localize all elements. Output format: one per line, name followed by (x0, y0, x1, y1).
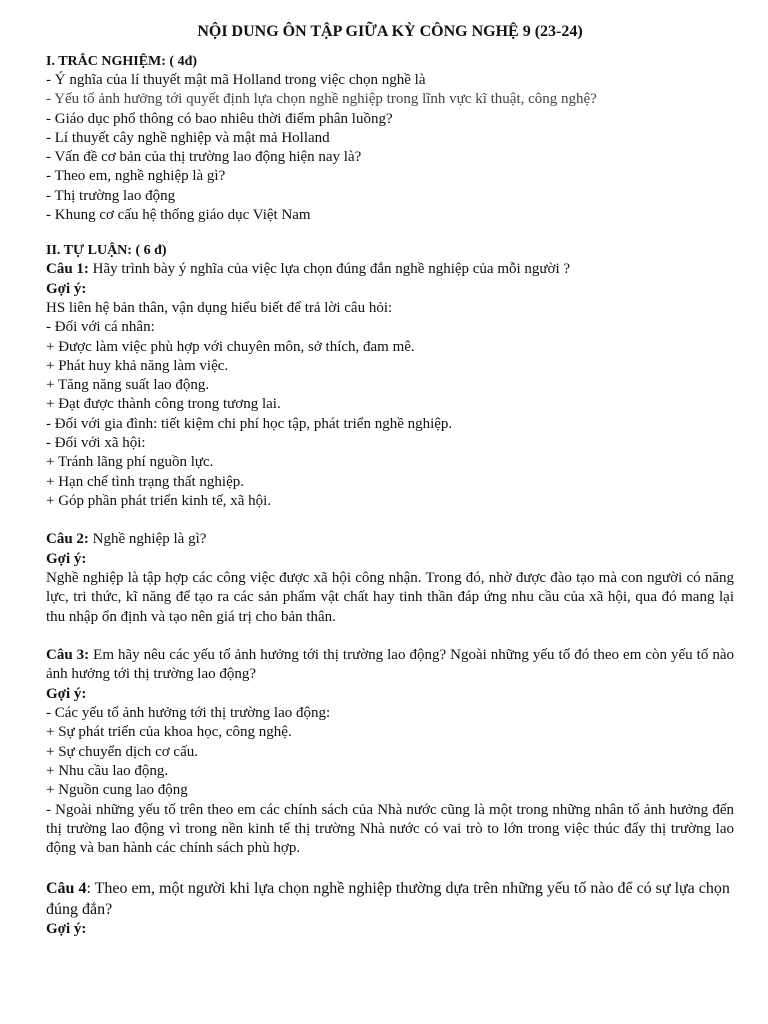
question-2-label: Câu 2: (46, 531, 89, 548)
document-title: NỘI DUNG ÔN TẬP GIỮA KỲ CÔNG NGHỆ 9 (23-24) (197, 23, 583, 40)
mc-item: - Ý nghĩa của lí thuyết mật mã Holland trong việc chọn nghề là (46, 72, 426, 88)
answer-line: HS liên hệ bản thân, vận dụng hiểu biết để trả lời câu hỏi: (46, 299, 393, 316)
answer-line: - Đối với xã hội: (46, 435, 146, 452)
answer-line: + Phát huy khả năng làm việc. (46, 357, 229, 374)
question-1-hint-label: Gợi ý: (46, 280, 87, 297)
question-1-text: Hãy trình bày ý nghĩa của việc lựa chọn đúng đắn nghề nghiệp của mỗi người ? (88, 261, 571, 278)
mc-item: - Thị trường lao động (46, 187, 176, 204)
answer-line: + Tránh lãng phí nguồn lực. (46, 454, 214, 471)
question-3-extra: - Ngoài những yếu tố trên theo em các chính sách của Nhà nước cũng là một trong những nhân tố ảnh hưởng đến thị trường lao động vì trong nền kinh tế thị trường Nhà nước có vai trò to lớn trong việc thúc đẩy thị trường lao động và ban hành các chính sách phù hợp. (46, 801, 734, 857)
mc-item: - Vấn đề cơ bản của thị trường lao động hiện nay là? (46, 149, 362, 166)
document-page (46, 22, 734, 939)
question-2 (46, 530, 734, 549)
mc-item: - Yếu tố ảnh hưởng tới quyết định lựa chọn nghề nghiệp trong lĩnh vực kĩ thuật, công nghệ? (46, 91, 597, 108)
answer-line: + Nguồn cung lao động (46, 782, 188, 799)
question-3 (46, 646, 734, 685)
mc-item: - Giáo dục phổ thông có bao nhiêu thời điểm phân luồng? (46, 110, 393, 127)
question-4-text: : Theo em, một người khi lựa chọn nghề nghiệp thường dựa trên những yếu tố nào để có sự lựa chọn đúng đắn? (46, 879, 730, 918)
question-4-label: Câu 4 (46, 879, 87, 897)
answer-line: + Góp phần phát triển kinh tế, xã hội. (46, 492, 272, 509)
question-1-label: Câu 1: (46, 261, 89, 278)
answer-line: - Đối với gia đình: tiết kiệm chi phí học tập, phát triển nghề nghiệp. (46, 415, 453, 432)
section-1-heading: I. TRẮC NGHIỆM: ( 4đ) (46, 54, 198, 69)
question-2-answer: Nghề nghiệp là tập hợp các công việc được xã hội công nhận. Trong đó, nhờ được đào tạo mà con người có năng lực, tri thức, kĩ năng để tạo ra các sản phẩm vật chất hay tinh thần đáp ứng nhu cầu của xã hội, qua đó mang lại thu nhập ổn định và tạo nên giá trị cho bản thân. (46, 569, 734, 625)
mc-item: - Lí thuyết cây nghề nghiệp và mật mả Holland (46, 129, 330, 146)
answer-line: + Được làm việc phù hợp với chuyên môn, sở thích, đam mê. (46, 338, 415, 355)
answer-line: + Tăng năng suất lao động. (46, 377, 210, 394)
mc-item: - Theo em, nghề nghiệp là gì? (46, 168, 226, 185)
answer-line: - Các yếu tố ảnh hưởng tới thị trường lao động: (46, 705, 331, 722)
question-3-hint-label: Gợi ý: (46, 685, 87, 702)
section-essay (46, 241, 734, 939)
mc-item: - Khung cơ cấu hệ thống giáo dục Việt Nam (46, 207, 311, 224)
answer-line: + Sự phát triển của khoa học, công nghệ. (46, 724, 292, 741)
answer-line: + Nhu cầu lao động. (46, 763, 169, 780)
question-4 (46, 878, 734, 920)
question-1 (46, 260, 734, 279)
question-3-label: Câu 3: (46, 647, 90, 664)
question-4-hint-label: Gợi ý: (46, 920, 87, 937)
answer-line: + Hạn chế tình trạng thất nghiệp. (46, 473, 244, 490)
question-2-text: Nghề nghiệp là gì? (88, 531, 207, 548)
answer-line: + Sự chuyển dịch cơ cấu. (46, 743, 198, 760)
answer-line: + Đạt được thành công trong tương lai. (46, 396, 281, 413)
section-2-heading: II. TỰ LUẬN: ( 6 đ) (46, 243, 167, 259)
question-3-text: Em hãy nêu các yếu tố ảnh hưởng tới thị trường lao động? Ngoài những yếu tố đó theo em còn yếu tố nào ảnh hưởng tới thị trường lao động? (46, 647, 734, 683)
question-2-hint-label: Gợi ý: (46, 550, 87, 567)
section-multiple-choice (46, 52, 734, 225)
answer-line: - Đối với cá nhân: (46, 319, 155, 336)
